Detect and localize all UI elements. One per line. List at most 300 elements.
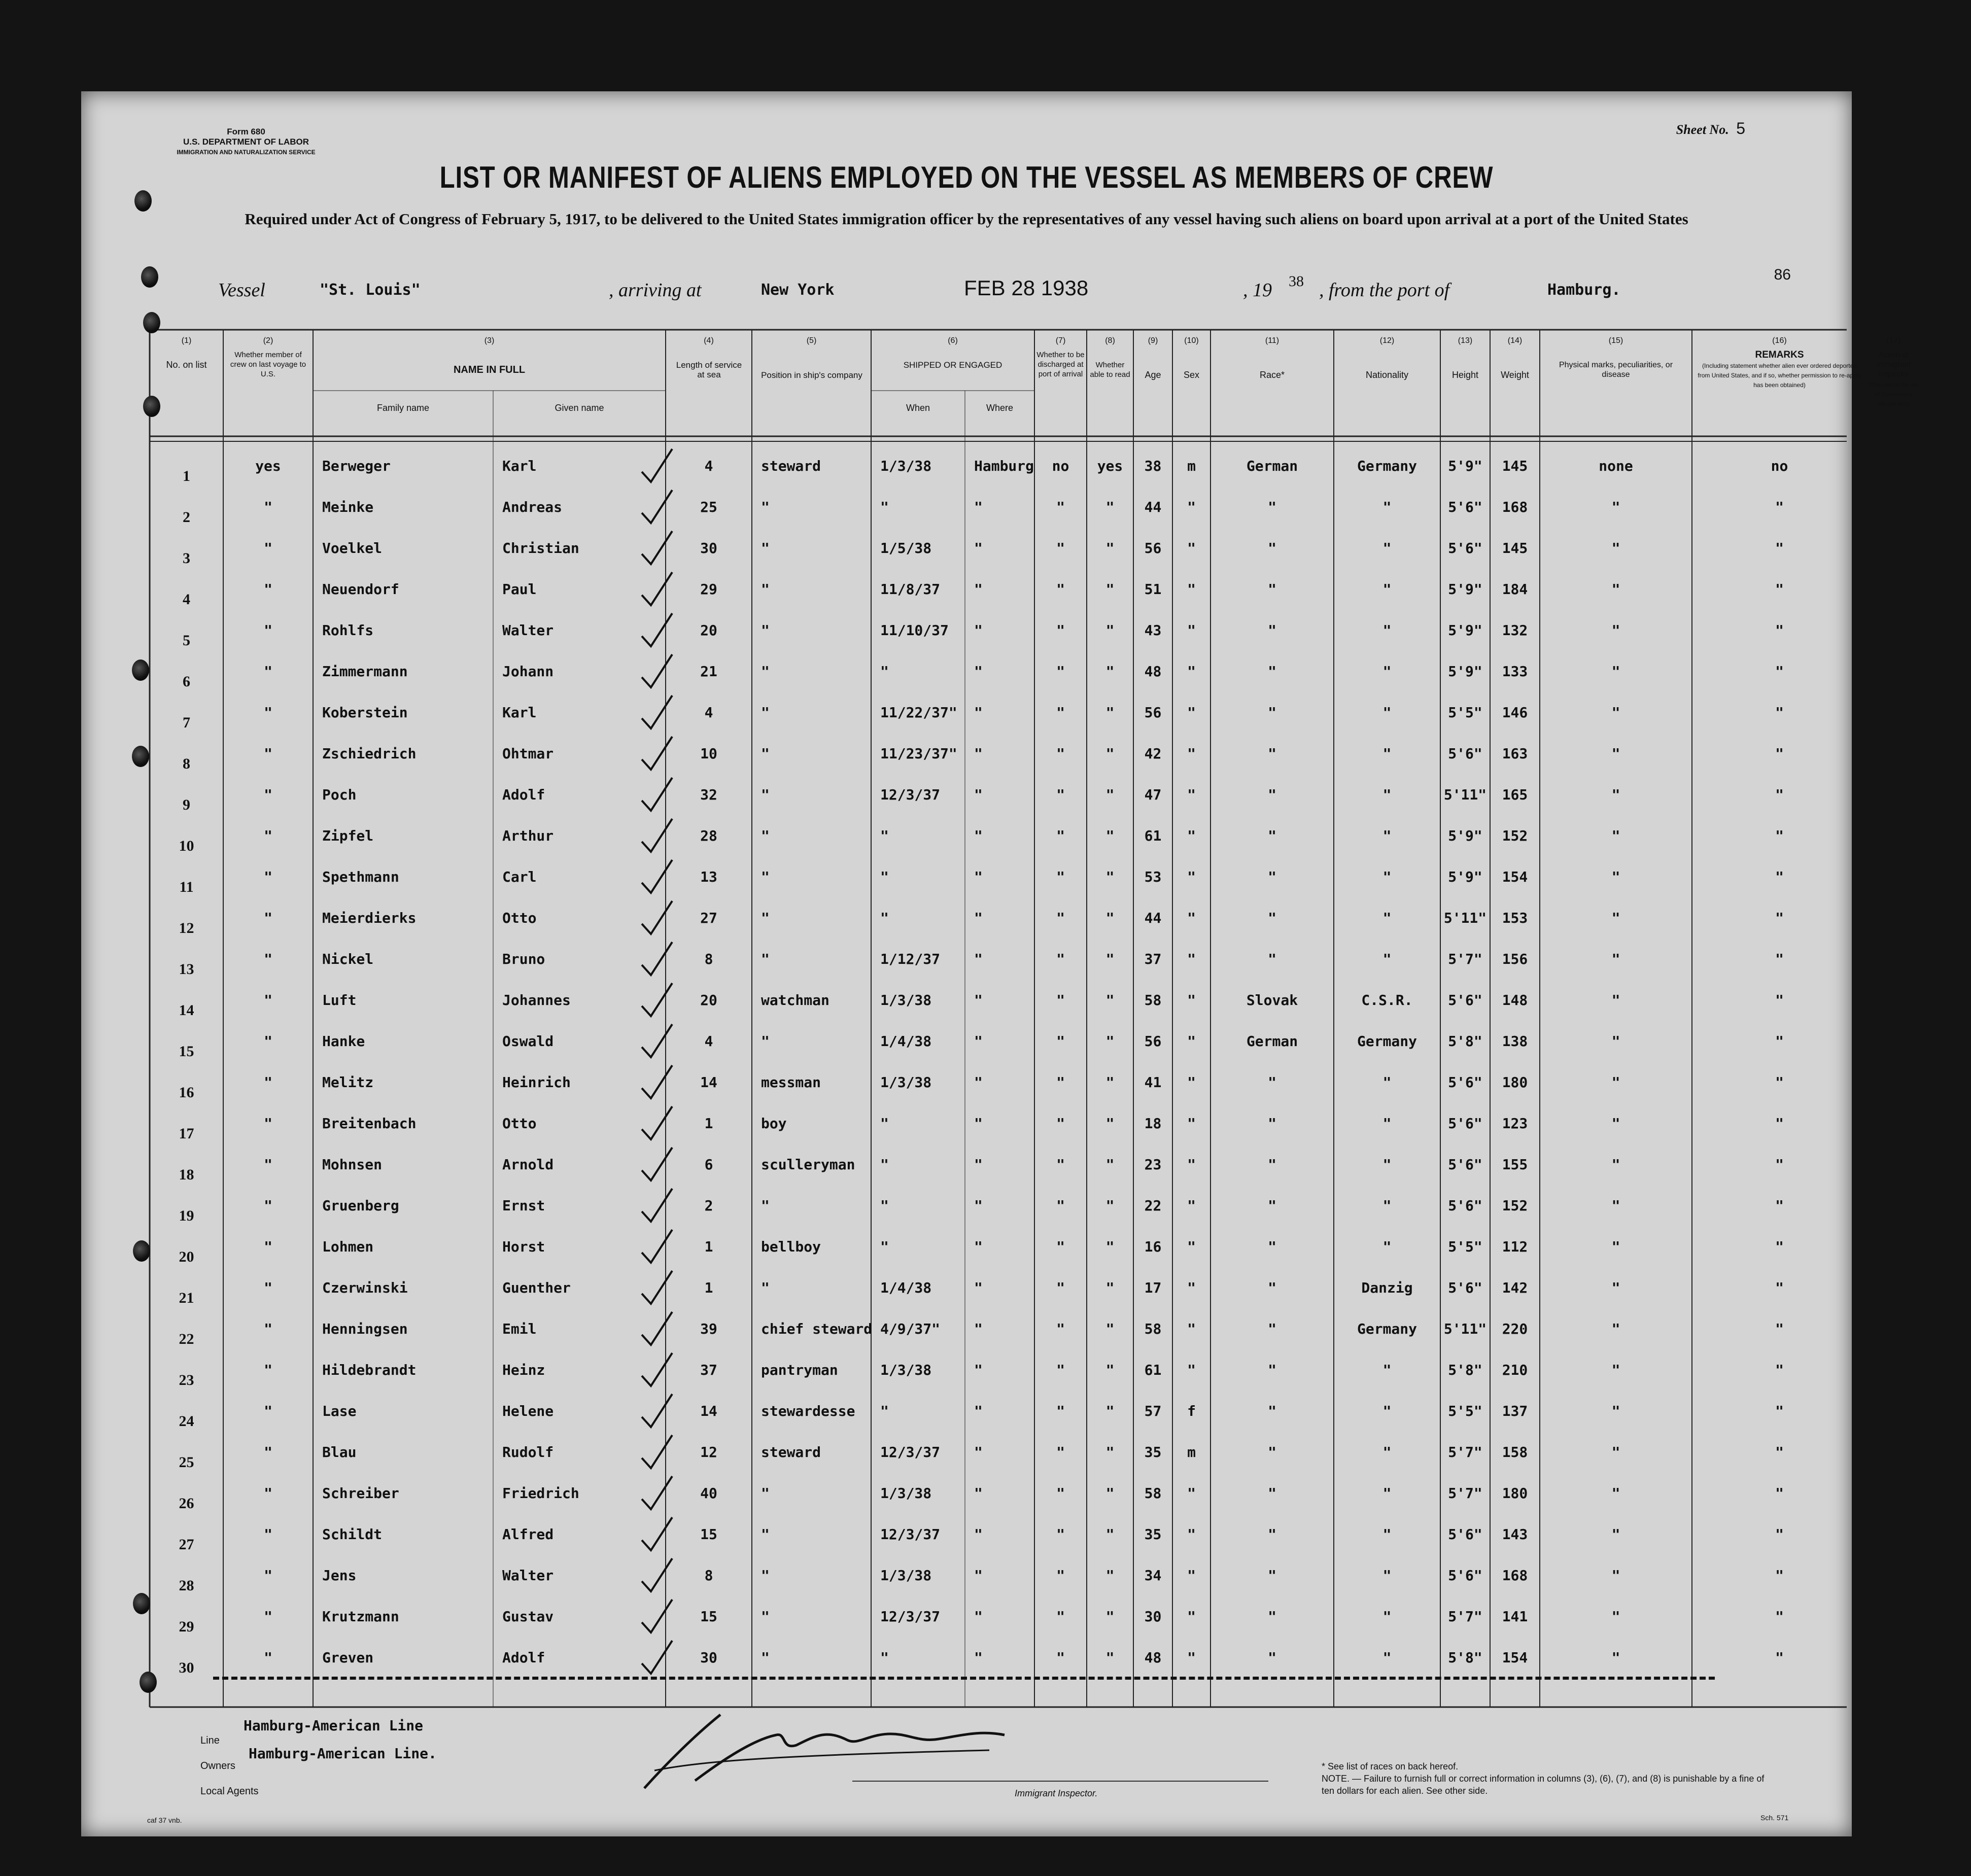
cell-read: " xyxy=(1105,868,1115,885)
cell-position: " xyxy=(761,1608,770,1625)
cell-race: " xyxy=(1268,1485,1276,1502)
cell-nationality: " xyxy=(1382,1403,1392,1419)
end-of-list-line xyxy=(213,1677,1715,1680)
form-number: Form 680 xyxy=(227,127,265,136)
cell-sex: " xyxy=(1187,868,1196,885)
cell-family: Lase xyxy=(322,1403,357,1419)
cell-race: " xyxy=(1268,1074,1276,1091)
cell-disch: " xyxy=(1056,1403,1065,1419)
cell-nationality: " xyxy=(1382,1362,1392,1378)
cell-crew: " xyxy=(264,1321,272,1337)
cell-race: " xyxy=(1268,951,1276,967)
local-agents-label: Local Agents xyxy=(200,1786,259,1797)
cell-when: 11/8/37 xyxy=(880,581,941,598)
cell-disch: " xyxy=(1056,1197,1065,1214)
cell-when: " xyxy=(880,1238,889,1255)
cell-nationality: " xyxy=(1382,704,1392,721)
cell-no: 10 xyxy=(179,838,194,854)
cell-height: 5'6" xyxy=(1448,1115,1482,1132)
cell-race: " xyxy=(1268,827,1276,844)
cell-position: " xyxy=(761,663,770,680)
cell-nationality: " xyxy=(1382,622,1392,639)
cell-when: 4/9/37" xyxy=(880,1321,941,1337)
printer-mark: caf 37 vnb. xyxy=(147,1816,182,1824)
cell-crew: yes xyxy=(255,458,281,474)
cell-weight: 168 xyxy=(1502,499,1528,515)
cell-read: " xyxy=(1105,745,1115,762)
header-shipped-engaged: SHIPPED OR ENGAGED xyxy=(903,360,1002,370)
cell-given: Karl xyxy=(502,458,537,474)
cell-read: " xyxy=(1105,1526,1115,1543)
cell-remarks: " xyxy=(1775,1156,1784,1173)
column-number: (6) xyxy=(948,336,958,345)
cell-weight: 156 xyxy=(1502,951,1528,967)
cell-nationality: " xyxy=(1382,1074,1392,1091)
cell-height: 5'8" xyxy=(1448,1033,1482,1050)
cell-no: 1 xyxy=(183,468,190,484)
cell-nationality: C.S.R. xyxy=(1361,992,1413,1009)
cell-no: 4 xyxy=(183,591,190,608)
cell-position: " xyxy=(761,1279,770,1296)
cell-where: " xyxy=(974,745,983,762)
cell-height: 5'6" xyxy=(1448,1567,1482,1584)
cell-when: " xyxy=(880,1403,889,1419)
cell-when: 11/22/37" xyxy=(880,704,957,721)
cell-marks: " xyxy=(1611,622,1620,639)
header-remarks-detail: (Including statement whether alien ever ordered deported from United States, and if so, whether permission to re-apply has been obtained) xyxy=(1698,362,1861,389)
year-label: , 19 xyxy=(1243,280,1272,301)
cell-nationality: " xyxy=(1382,1444,1392,1461)
cell-given: Ohtmar xyxy=(502,745,554,762)
cell-family: Luft xyxy=(322,992,357,1009)
cell-given: Karl xyxy=(502,704,537,721)
cell-height: 5'8" xyxy=(1448,1362,1482,1378)
cell-service: 4 xyxy=(704,704,713,721)
cell-remarks: " xyxy=(1775,581,1784,598)
cell-position: pantryman xyxy=(761,1362,838,1378)
cell-crew: " xyxy=(264,704,272,721)
cell-marks: " xyxy=(1611,1444,1620,1461)
cell-where: " xyxy=(974,910,983,926)
cell-given: Walter xyxy=(502,1567,554,1584)
cell-remarks: " xyxy=(1775,1608,1784,1625)
cell-nationality: " xyxy=(1382,951,1392,967)
cell-marks: " xyxy=(1611,581,1620,598)
cell-given: Emil xyxy=(502,1321,537,1337)
cell-where: " xyxy=(974,1033,983,1050)
vessel-name: "St. Louis" xyxy=(320,281,421,299)
cell-no: 28 xyxy=(179,1577,194,1594)
cell-family: Berweger xyxy=(322,458,391,474)
cell-service: 4 xyxy=(704,458,713,474)
cell-service: 20 xyxy=(700,622,717,639)
page-number: 86 xyxy=(1774,266,1791,283)
cell-read: " xyxy=(1105,581,1115,598)
cell-when: " xyxy=(880,910,889,926)
cell-position: " xyxy=(761,1485,770,1502)
line-value: Hamburg-American Line xyxy=(244,1717,424,1734)
cell-age: 22 xyxy=(1144,1197,1162,1214)
cell-weight: 180 xyxy=(1502,1074,1528,1091)
cell-given: Ernst xyxy=(502,1197,545,1214)
cell-age: 61 xyxy=(1144,827,1162,844)
cell-weight: 180 xyxy=(1502,1485,1528,1502)
schedule-number: Sch. 571 xyxy=(1760,1814,1789,1822)
cell-read: " xyxy=(1105,704,1115,721)
cell-position: " xyxy=(761,1649,770,1666)
cell-when: 11/10/37 xyxy=(880,622,949,639)
column-number: (3) xyxy=(484,336,495,345)
cell-read: " xyxy=(1105,1279,1115,1296)
cell-position: " xyxy=(761,1567,770,1584)
cell-given: Oswald xyxy=(502,1033,554,1050)
cell-position: stewardesse xyxy=(761,1403,855,1419)
cell-age: 58 xyxy=(1144,1321,1162,1337)
cell-given: Andreas xyxy=(502,499,563,515)
cell-given: Paul xyxy=(502,581,537,598)
cell-where: " xyxy=(974,1115,983,1132)
cell-read: " xyxy=(1105,992,1115,1009)
cell-sex: f xyxy=(1187,1403,1196,1419)
cell-race: " xyxy=(1268,1526,1276,1543)
cell-age: 44 xyxy=(1144,910,1162,926)
cell-when: " xyxy=(880,663,889,680)
cell-race: " xyxy=(1268,1567,1276,1584)
cell-where: " xyxy=(974,704,983,721)
cell-read: " xyxy=(1105,827,1115,844)
cell-read: " xyxy=(1105,1197,1115,1214)
cell-race: " xyxy=(1268,622,1276,639)
cell-nationality: " xyxy=(1382,1156,1392,1173)
cell-no: 11 xyxy=(179,879,194,895)
page-subtitle: Required under Act of Congress of February 5, 1917, to be delivered to the United States immigration officer by the representatives of any vessel having such aliens on board upon arrival at a port of the United States xyxy=(245,210,1688,228)
cell-read: " xyxy=(1105,1033,1115,1050)
cell-age: 35 xyxy=(1144,1526,1162,1543)
cell-race: " xyxy=(1268,745,1276,762)
cell-marks: " xyxy=(1611,1074,1620,1091)
cell-sex: " xyxy=(1187,951,1196,967)
cell-race: German xyxy=(1246,458,1298,474)
cell-given: Gustav xyxy=(502,1608,554,1625)
cell-service: 4 xyxy=(704,1033,713,1050)
cell-nationality: " xyxy=(1382,910,1392,926)
cell-crew: " xyxy=(264,1279,272,1296)
cell-sex: " xyxy=(1187,1526,1196,1543)
cell-sex: " xyxy=(1187,1362,1196,1378)
cell-race: " xyxy=(1268,1362,1276,1378)
cell-when: 1/3/38 xyxy=(880,1362,932,1378)
cell-nationality: " xyxy=(1382,745,1392,762)
cell-weight: 165 xyxy=(1502,786,1528,803)
cell-weight: 138 xyxy=(1502,1033,1528,1050)
cell-weight: 155 xyxy=(1502,1156,1528,1173)
cell-where: " xyxy=(974,827,983,844)
cell-sex: " xyxy=(1187,1238,1196,1255)
cell-remarks: " xyxy=(1775,1567,1784,1584)
cell-sex: " xyxy=(1187,581,1196,598)
cell-when: 1/4/38 xyxy=(880,1033,932,1050)
column-number: (5) xyxy=(806,336,817,345)
cell-service: 29 xyxy=(700,581,717,598)
cell-given: Friedrich xyxy=(502,1485,579,1502)
cell-race: " xyxy=(1268,581,1276,598)
header-age: Age xyxy=(1145,370,1161,380)
cell-family: Greven xyxy=(322,1649,374,1666)
cell-remarks: " xyxy=(1775,1197,1784,1214)
header-where: Where xyxy=(986,403,1013,413)
header-sex: Sex xyxy=(1183,370,1200,380)
cell-family: Meierdierks xyxy=(322,910,417,926)
binder-hole xyxy=(133,1240,150,1262)
cell-read: " xyxy=(1105,540,1115,557)
cell-given: Christian xyxy=(502,540,579,557)
cell-sex: " xyxy=(1187,622,1196,639)
cell-where: " xyxy=(974,1485,983,1502)
cell-family: Hanke xyxy=(322,1033,365,1050)
cell-marks: " xyxy=(1611,499,1620,515)
cell-marks: " xyxy=(1611,868,1620,885)
cell-no: 29 xyxy=(179,1618,194,1635)
cell-given: Arnold xyxy=(502,1156,554,1173)
cell-height: 5'6" xyxy=(1448,1526,1482,1543)
cell-age: 23 xyxy=(1144,1156,1162,1173)
header-name-in-full: NAME IN FULL xyxy=(453,364,526,375)
column-number: (8) xyxy=(1105,336,1115,345)
cell-family: Mohnsen xyxy=(322,1156,383,1173)
cell-height: 5'6" xyxy=(1448,1074,1482,1091)
cell-where: " xyxy=(974,1649,983,1666)
cell-race: Slovak xyxy=(1246,992,1298,1009)
cell-height: 5'5" xyxy=(1448,1238,1482,1255)
cell-position: " xyxy=(761,540,770,557)
cell-when: 12/3/37 xyxy=(880,1444,941,1461)
cell-age: 48 xyxy=(1144,1649,1162,1666)
cell-remarks: " xyxy=(1775,1279,1784,1296)
cell-height: 5'11" xyxy=(1443,910,1487,926)
cell-age: 35 xyxy=(1144,1444,1162,1461)
departure-port: Hamburg. xyxy=(1547,281,1621,299)
column-number: (11) xyxy=(1265,336,1280,345)
cell-given: Otto xyxy=(502,910,537,926)
cell-remarks: " xyxy=(1775,499,1784,515)
cell-read: " xyxy=(1105,786,1115,803)
cell-disch: " xyxy=(1056,1238,1065,1255)
cell-weight: 148 xyxy=(1502,992,1528,1009)
cell-service: 12 xyxy=(700,1444,717,1461)
cell-weight: 143 xyxy=(1502,1526,1528,1543)
cell-remarks: " xyxy=(1775,745,1784,762)
cell-when: " xyxy=(880,1197,889,1214)
column-number: (14) xyxy=(1507,336,1523,345)
cell-crew: " xyxy=(264,1238,272,1255)
cell-weight: 168 xyxy=(1502,1567,1528,1584)
cell-height: 5'9" xyxy=(1448,868,1482,885)
cell-position: " xyxy=(761,827,770,844)
cell-disch: " xyxy=(1056,951,1065,967)
cell-remarks: " xyxy=(1775,786,1784,803)
cell-given: Alfred xyxy=(502,1526,554,1543)
cell-weight: 142 xyxy=(1502,1279,1528,1296)
cell-when: 1/12/37 xyxy=(880,951,941,967)
cell-crew: " xyxy=(264,868,272,885)
cell-family: Hildebrandt xyxy=(322,1362,417,1378)
cell-height: 5'9" xyxy=(1448,581,1482,598)
cell-crew: " xyxy=(264,1649,272,1666)
cell-read: yes xyxy=(1097,458,1123,474)
cell-read: " xyxy=(1105,1444,1115,1461)
race-note: * See list of races on back hereof. xyxy=(1322,1761,1459,1771)
cell-crew: " xyxy=(264,1115,272,1132)
cell-no: 20 xyxy=(179,1248,194,1265)
cell-read: " xyxy=(1105,910,1115,926)
cell-race: " xyxy=(1268,663,1276,680)
cell-height: 5'11" xyxy=(1443,1321,1487,1337)
cell-remarks: " xyxy=(1775,827,1784,844)
header-when: When xyxy=(906,403,930,413)
year-value: 38 xyxy=(1289,273,1304,290)
cell-nationality: " xyxy=(1382,581,1392,598)
cell-crew: " xyxy=(264,1033,272,1050)
header-given-name: Given name xyxy=(555,403,604,413)
column-number: (15) xyxy=(1608,336,1623,345)
cell-disch: " xyxy=(1056,1362,1065,1378)
sheet-number-label: Sheet No. xyxy=(1676,122,1729,137)
cell-sex: " xyxy=(1187,786,1196,803)
cell-remarks: " xyxy=(1775,992,1784,1009)
cell-family: Zipfel xyxy=(322,827,374,844)
cell-remarks: " xyxy=(1775,951,1784,967)
cell-disch: " xyxy=(1056,1279,1065,1296)
header-no-on-list: No. on list xyxy=(166,360,207,370)
cell-race: " xyxy=(1268,1321,1276,1337)
cell-sex: " xyxy=(1187,1567,1196,1584)
cell-weight: 145 xyxy=(1502,540,1528,557)
cell-family: Nickel xyxy=(322,951,374,967)
cell-no: 30 xyxy=(179,1659,194,1676)
cell-family: Czerwinski xyxy=(322,1279,408,1296)
cell-position: " xyxy=(761,704,770,721)
cell-given: Otto xyxy=(502,1115,537,1132)
cell-service: 37 xyxy=(700,1362,717,1378)
cell-age: 61 xyxy=(1144,1362,1162,1378)
cell-when: 1/3/38 xyxy=(880,1567,932,1584)
cell-age: 57 xyxy=(1144,1403,1162,1419)
cell-where: " xyxy=(974,1197,983,1214)
cell-service: 39 xyxy=(700,1321,717,1337)
cell-race: " xyxy=(1268,1197,1276,1214)
cell-marks: " xyxy=(1611,1238,1620,1255)
cell-when: " xyxy=(880,499,889,515)
cell-height: 5'9" xyxy=(1448,458,1482,474)
binder-hole xyxy=(140,1672,157,1693)
cell-age: 41 xyxy=(1144,1074,1162,1091)
cell-height: 5'5" xyxy=(1448,704,1482,721)
cell-remarks: " xyxy=(1775,622,1784,639)
cell-age: 56 xyxy=(1144,704,1162,721)
cell-nationality: " xyxy=(1382,663,1392,680)
cell-given: Guenther xyxy=(502,1279,571,1296)
cell-age: 53 xyxy=(1144,868,1162,885)
cell-weight: 154 xyxy=(1502,868,1528,885)
cell-no: 15 xyxy=(179,1043,194,1060)
cell-race: " xyxy=(1268,1608,1276,1625)
cell-where: " xyxy=(974,1608,983,1625)
cell-disch: " xyxy=(1056,992,1065,1009)
cell-read: " xyxy=(1105,1156,1115,1173)
cell-sex: " xyxy=(1187,1156,1196,1173)
cell-no: 26 xyxy=(179,1495,194,1512)
cell-disch: " xyxy=(1056,1649,1065,1666)
cell-marks: " xyxy=(1611,1403,1620,1419)
cell-no: 3 xyxy=(183,550,190,567)
cell-where: " xyxy=(974,1074,983,1091)
cell-no: 7 xyxy=(183,714,190,731)
cell-family: Zimmermann xyxy=(322,663,408,680)
binder-hole xyxy=(143,396,160,417)
cell-height: 5'7" xyxy=(1448,1485,1482,1502)
cell-no: 21 xyxy=(179,1290,194,1306)
cell-nationality: " xyxy=(1382,868,1392,885)
cell-service: 1 xyxy=(704,1279,713,1296)
cell-service: 30 xyxy=(700,540,717,557)
cell-remarks: " xyxy=(1775,1649,1784,1666)
cell-when: " xyxy=(880,1156,889,1173)
cell-when: 1/3/38 xyxy=(880,992,932,1009)
cell-marks: " xyxy=(1611,1485,1620,1502)
cell-service: 28 xyxy=(700,827,717,844)
cell-given: Johann xyxy=(502,663,554,680)
cell-marks: " xyxy=(1611,827,1620,844)
cell-disch: " xyxy=(1056,1033,1065,1050)
cell-disch: " xyxy=(1056,1321,1065,1337)
cell-sex: " xyxy=(1187,827,1196,844)
header-action-note: (This column for use of Government officials only) xyxy=(1868,382,1919,407)
cell-marks: " xyxy=(1611,663,1620,680)
cell-position: " xyxy=(761,786,770,803)
cell-sex: " xyxy=(1187,1033,1196,1050)
cell-crew: " xyxy=(264,1444,272,1461)
cell-crew: " xyxy=(264,992,272,1009)
cell-weight: 152 xyxy=(1502,827,1528,844)
cell-age: 37 xyxy=(1144,951,1162,967)
cell-crew: " xyxy=(264,1485,272,1502)
cell-no: 9 xyxy=(183,796,190,813)
cell-family: Blau xyxy=(322,1444,357,1461)
cell-marks: " xyxy=(1611,745,1620,762)
cell-service: 1 xyxy=(704,1238,713,1255)
cell-position: " xyxy=(761,1033,770,1050)
cell-remarks: " xyxy=(1775,1362,1784,1378)
column-number: (12) xyxy=(1379,336,1395,345)
cell-age: 58 xyxy=(1144,992,1162,1009)
immigrant-inspector-label: Immigrant Inspector. xyxy=(1015,1788,1098,1798)
cell-no: 8 xyxy=(183,755,190,772)
signature-line xyxy=(852,1781,1268,1782)
cell-crew: " xyxy=(264,1362,272,1378)
binder-hole xyxy=(141,266,158,288)
cell-service: 8 xyxy=(704,1567,713,1584)
cell-given: Adolf xyxy=(502,1649,545,1666)
footnote xyxy=(1322,1760,1778,1797)
cell-remarks: " xyxy=(1775,540,1784,557)
header-position: Position in ship's company xyxy=(761,370,862,380)
cell-weight: 153 xyxy=(1502,910,1528,926)
cell-marks: " xyxy=(1611,992,1620,1009)
cell-race: " xyxy=(1268,1403,1276,1419)
cell-no: 22 xyxy=(179,1331,194,1347)
cell-read: " xyxy=(1105,499,1115,515)
cell-where: " xyxy=(974,1321,983,1337)
